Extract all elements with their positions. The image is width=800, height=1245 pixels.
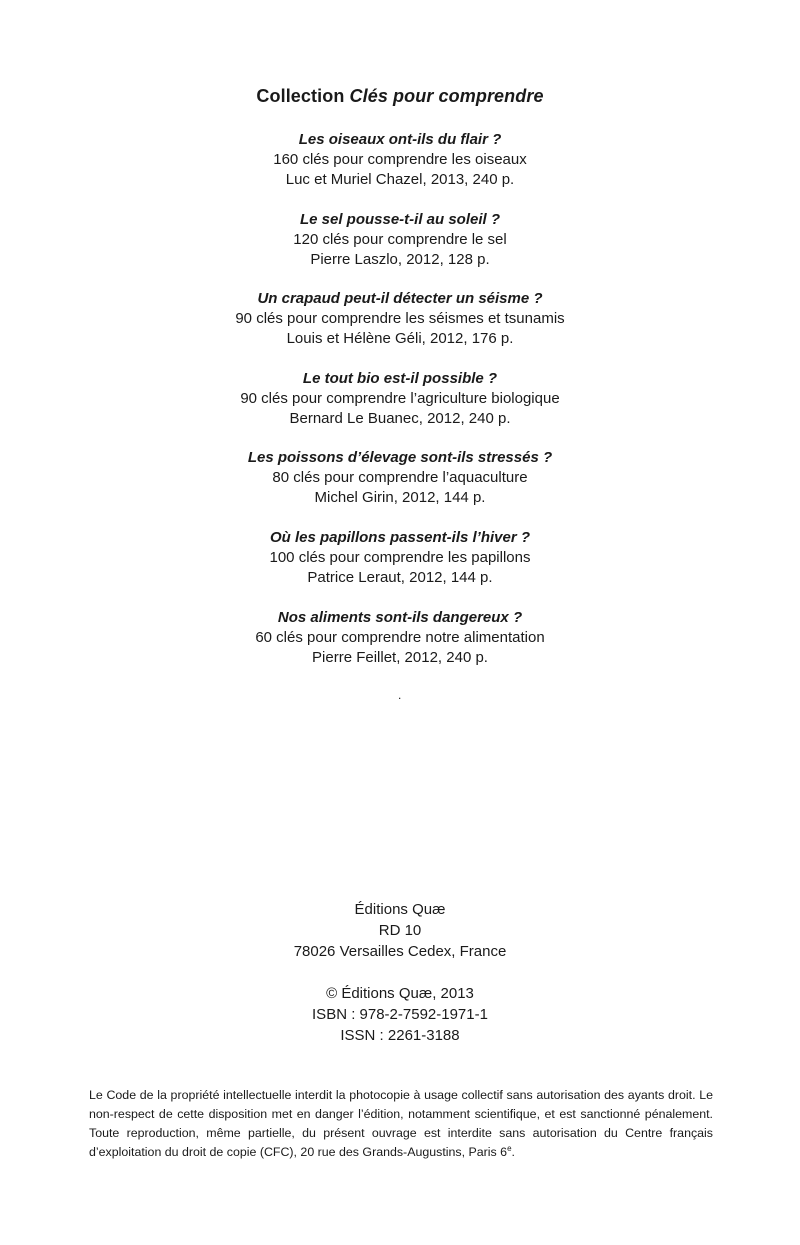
book-entry xyxy=(0,289,800,349)
book-entry xyxy=(0,210,800,270)
book-entry xyxy=(0,528,800,588)
book-entry xyxy=(0,130,800,190)
book-author: Bernard Le Buanec, 2012, 240 p. xyxy=(289,409,511,427)
book-title: Un crapaud peut-il détecter un séisme ? xyxy=(257,290,543,308)
book-author: Pierre Laszlo, 2012, 128 p. xyxy=(310,250,490,268)
copyright-block xyxy=(0,983,800,1046)
publisher-address xyxy=(0,899,800,962)
book-subtitle: 90 clés pour comprendre les séismes et tsunamis xyxy=(235,310,565,328)
legal-notice-superscript: e xyxy=(507,1143,512,1153)
collection-prefix: Collection xyxy=(256,86,345,106)
publisher-city: 78026 Versailles Cedex, France xyxy=(293,943,507,960)
publisher-name: Éditions Quæ xyxy=(354,901,446,918)
book-entry xyxy=(0,608,800,668)
collection-series-name: Clés pour comprendre xyxy=(349,86,544,106)
book-author: Pierre Feillet, 2012, 240 p. xyxy=(312,648,488,666)
book-entry xyxy=(0,369,800,429)
publisher-road: RD 10 xyxy=(378,922,422,939)
book-subtitle: 120 clés pour comprendre le sel xyxy=(293,230,507,248)
book-title: Les poissons d’élevage sont-ils stressés ? xyxy=(247,449,553,467)
book-list xyxy=(0,130,800,687)
book-subtitle: 160 clés pour comprendre les oiseaux xyxy=(273,151,527,168)
collection-title xyxy=(0,86,800,107)
book-author: Patrice Leraut, 2012, 144 p. xyxy=(307,568,493,586)
book-subtitle: 80 clés pour comprendre l’aquaculture xyxy=(272,469,528,487)
copyright-notice: © Éditions Quæ, 2013 xyxy=(326,985,474,1002)
book-subtitle: 60 clés pour comprendre notre alimentation xyxy=(255,628,545,646)
book-author: Luc et Muriel Chazel, 2013, 240 p. xyxy=(285,171,515,188)
book-subtitle: 100 clés pour comprendre les papillons xyxy=(269,548,531,566)
book-subtitle: 90 clés pour comprendre l’agriculture biologique xyxy=(240,389,560,407)
legal-notice-end: . xyxy=(511,1145,515,1159)
book-title: Nos aliments sont-ils dangereux ? xyxy=(277,608,523,626)
separator-dot: . xyxy=(398,688,402,702)
book-entry xyxy=(0,448,800,508)
book-author: Louis et Hélène Géli, 2012, 176 p. xyxy=(286,330,514,348)
isbn: ISBN : 978-2-7592-1971-1 xyxy=(312,1006,488,1023)
book-title: Le sel pousse-t-il au soleil ? xyxy=(299,210,501,228)
book-author: Michel Girin, 2012, 144 p. xyxy=(314,489,486,507)
legal-notice xyxy=(89,1086,713,1162)
issn: ISSN : 2261-3188 xyxy=(340,1027,460,1044)
book-title: Les oiseaux ont-ils du flair ? xyxy=(298,131,502,148)
book-title: Où les papillons passent-ils l’hiver ? xyxy=(269,528,531,546)
book-title: Le tout bio est-il possible ? xyxy=(302,369,498,387)
legal-notice-text: Le Code de la propriété intellectuelle interdit la photocopie à usage collectif sans autorisation des ayants droit. Le non-respect de cette disposition met en danger l’édition, notamment scientifique, et est sanctionné pénalement. Toute reproduction, même partielle, du présent ouvrage est interdite sans autorisation du Centre français d’exploitation du droit de copie (CFC), 20 rue des Grands-Augustins, Paris 6 xyxy=(89,1088,713,1159)
